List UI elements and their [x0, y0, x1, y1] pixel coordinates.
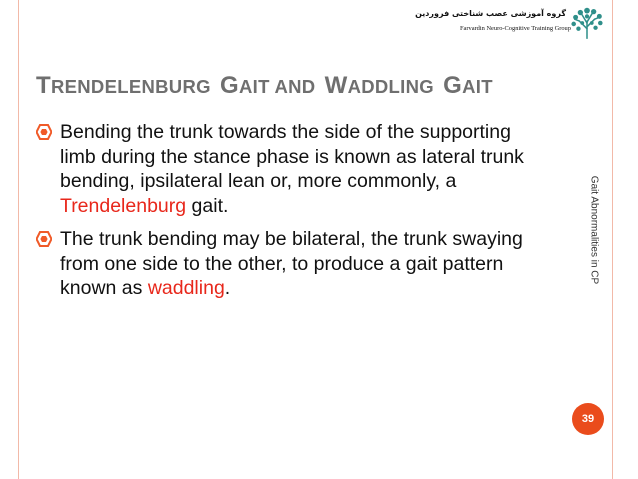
hexagon-bullet-icon: [36, 231, 52, 247]
bullet-item: [36, 227, 546, 301]
side-label: [582, 155, 606, 305]
side-label-text: Gait Abnormalities in CP: [588, 175, 600, 285]
bullet-text: The trunk bending may be bilateral, the trunk swaying from one side to the other, to produce a gait pattern known as waddling.: [60, 228, 523, 299]
brain-tree-icon: [568, 4, 606, 42]
highlight-term: waddling: [147, 277, 225, 299]
highlight-term: Trendelenburg: [60, 194, 187, 217]
logo-english-text: Farvardin Neuro-Cognitive Training Group: [460, 25, 571, 32]
right-divider-line: [612, 0, 613, 479]
left-divider-line: [18, 0, 19, 479]
bullet-item: [36, 120, 546, 218]
logo-persian-text: گروه آموزشی عصب شناختی فروردین: [415, 9, 566, 18]
bullet-text: Bending the trunk towards the side of the supporting limb during the stance phase is known as lateral trunk bending, ipsilateral lean or, more commonly, a Trendelenburg gait.: [60, 121, 524, 217]
logo: [415, 6, 610, 42]
hexagon-bullet-icon: [36, 124, 52, 140]
page-number-badge: 39: [572, 403, 604, 435]
slide-title: TRENDELENBURG GAIT AND WADDLING GAIT: [36, 72, 493, 99]
